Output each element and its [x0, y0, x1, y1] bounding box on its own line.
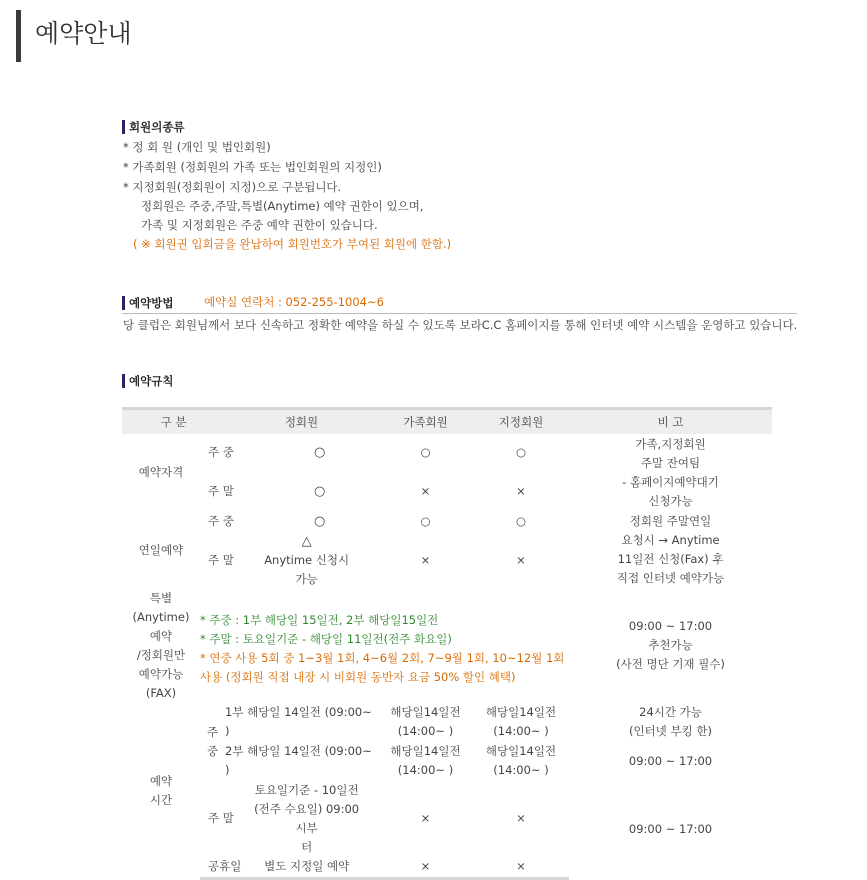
anytime-text: Anytime 신청시 — [264, 552, 350, 567]
col-header-regular: 정회원 — [225, 409, 378, 434]
member-type-line-1: * 정 회 원 (개인 및 법인회원) — [123, 140, 271, 154]
label-line: 주 — [206, 724, 219, 739]
value-line: (14:00~ ) — [493, 763, 549, 777]
value-line: 해당일14일전 — [485, 744, 557, 758]
reservation-rules-table — [122, 407, 772, 880]
qualification-note — [569, 434, 772, 512]
note-line: 정회원 주말연일 — [629, 514, 712, 528]
col-header-family: 가족회원 — [378, 409, 473, 434]
detail-line: * 연중 사용 5회 중 1~3월 1회, 4~6월 2회, 7~9월 1회, 10~12월 1회 — [200, 650, 565, 665]
page-title-bar — [16, 10, 132, 62]
reservation-method-text: 당 클럽은 회원님께서 보다 신속하고 정확한 예약을 하실 수 있도록 보라C.C 홈페이지를 통해 인터넷 예약 시스템을 운영하고 있습니다. — [123, 318, 798, 332]
cross-mark: × — [473, 857, 569, 879]
circle-mark: ○ — [313, 445, 326, 460]
weekday-label: 주 중 — [208, 445, 234, 459]
triangle-mark: △ — [301, 533, 312, 549]
note-line: 09:00 ~ 17:00 — [628, 619, 713, 633]
col-header-designated: 지정회원 — [473, 409, 569, 434]
special-details — [200, 589, 569, 703]
note-line: 가족,지정회원 — [635, 436, 706, 451]
cross-mark: × — [420, 552, 431, 567]
note-line: 요청시 → Anytime — [621, 533, 720, 547]
note-line: 신청가능 — [648, 493, 693, 508]
label-line: (FAX) — [145, 685, 177, 700]
col-header-category: 구 분 — [122, 409, 225, 434]
cross-mark: × — [516, 484, 526, 498]
label-line: 시간 — [149, 792, 173, 807]
label-line: /정회원만 — [136, 647, 186, 662]
note-line: 11일전 신청(Fax) 후 — [617, 552, 724, 566]
table-row — [122, 434, 772, 472]
cross-mark: × — [516, 552, 526, 567]
weekend-time-text: 토요일기준 - 10일전 — [254, 782, 359, 797]
circle-mark: ○ — [313, 484, 326, 499]
value-line: 해당일14일전 — [390, 744, 461, 758]
reservation-method-heading: 예약방법 — [122, 296, 173, 310]
weekend-label: 주 말 — [208, 811, 234, 825]
label-line: 예약 — [149, 628, 173, 643]
member-types-heading: 회원의종류 — [122, 120, 185, 134]
value-line: (14:00~ ) — [397, 763, 454, 777]
weekend-time-text: (전주 수요일) 09:00시부 — [254, 801, 360, 835]
table-row — [122, 589, 772, 703]
reservation-contact: 예약실 연락처 : 052-255-1004~6 — [204, 295, 384, 309]
table-row — [122, 703, 772, 742]
row-label-qualification: 예약자격 — [138, 465, 184, 479]
part2-note: 09:00 ~ 17:00 — [628, 753, 713, 768]
member-type-line-3: * 지정회원(정회원이 지정)으로 구분됩니다. — [123, 180, 342, 194]
cross-mark: × — [516, 811, 526, 825]
label-line: 예약가능 — [138, 666, 184, 681]
special-note — [569, 589, 772, 703]
label-line: 특별(Anytime) — [132, 590, 190, 624]
weekday-label: 주 중 — [208, 514, 234, 528]
table-header-row — [122, 409, 772, 434]
cross-mark: × — [420, 484, 431, 498]
value-line: (14:00~ ) — [397, 724, 454, 738]
note-line: (사전 명단 기재 필수) — [616, 657, 725, 671]
cross-mark: × — [378, 857, 473, 879]
note-line: 주말 잔여팀 — [640, 455, 701, 470]
circle-mark: ○ — [420, 445, 431, 459]
note-line: 추천가능 — [648, 638, 693, 652]
detail-line: * 주말 : 토요일기준 - 해당일 11일전(전주 화요일) — [200, 631, 452, 646]
part1-designated — [473, 703, 569, 742]
note-line: (인터넷 부킹 한) — [629, 724, 712, 738]
weekend-note: 09:00 ~ 17:00 — [628, 822, 713, 836]
circle-mark: ○ — [313, 514, 326, 529]
member-type-note: ( ※ 회원권 입회금을 완납하여 회원번호가 부여된 회원에 한함.) — [133, 237, 452, 251]
row-label-special — [122, 589, 200, 703]
weekend-time-text: 터 — [301, 839, 313, 854]
page-title: 예약안내 — [35, 19, 132, 48]
circle-mark: ○ — [515, 445, 527, 459]
part1-family — [378, 703, 473, 742]
circle-mark: ○ — [515, 514, 527, 528]
reservation-rules-heading: 예약규칙 — [122, 374, 173, 388]
part2-designated — [473, 742, 569, 781]
row-label-consecutive: 연일예약 — [138, 542, 184, 557]
label-line: 예약 — [149, 773, 173, 788]
part2-regular: 2부 해당일 14일전 (09:00~ ) — [225, 744, 372, 777]
holiday-label: 공휴일 — [208, 859, 242, 874]
detail-line: 사용 (정회원 직접 내장 시 비회원 동반자 요금 50% 할인 혜택) — [200, 669, 516, 684]
value-line: 해당일14일전 — [485, 705, 557, 719]
table-row — [122, 512, 772, 532]
part1-note — [569, 703, 772, 742]
member-type-line-5: 가족 및 지정회원은 주중 예약 권한이 있습니다. — [141, 218, 378, 232]
circle-mark: ○ — [420, 514, 431, 528]
value-line: (14:00~ ) — [493, 724, 549, 738]
divider — [122, 313, 797, 314]
weekday-label — [200, 703, 225, 781]
part2-family — [378, 742, 473, 781]
weekend-label: 주 말 — [208, 552, 234, 567]
value-line: 해당일14일전 — [390, 705, 461, 719]
note-line: 24시간 가능 — [639, 705, 702, 719]
cross-mark: × — [420, 811, 431, 825]
part1-regular: 1부 해당일 14일전 (09:00~ ) — [225, 705, 372, 738]
row-label-time — [122, 703, 200, 879]
detail-line: * 주중 : 1부 해당일 15일전, 2부 해당일15일전 — [200, 612, 439, 627]
member-type-line-2: * 가족회원 (정회원의 가족 또는 법인회원의 지정인) — [123, 160, 382, 174]
table-row — [122, 781, 772, 857]
col-header-note: 비 고 — [569, 409, 772, 434]
note-line: 직접 인터넷 예약가능 — [616, 571, 725, 585]
anytime-text: 가능 — [295, 571, 318, 586]
member-type-line-4: 정회원은 주중,주말,특별(Anytime) 예약 권한이 있으며, — [141, 199, 424, 213]
note-line: - 홈페이지예약대기 — [622, 474, 719, 489]
weekend-label: 주 말 — [208, 484, 234, 498]
consecutive-note — [569, 512, 772, 589]
holiday-text: 별도 지정일 예약 — [264, 859, 350, 874]
label-line: 중 — [206, 743, 219, 758]
